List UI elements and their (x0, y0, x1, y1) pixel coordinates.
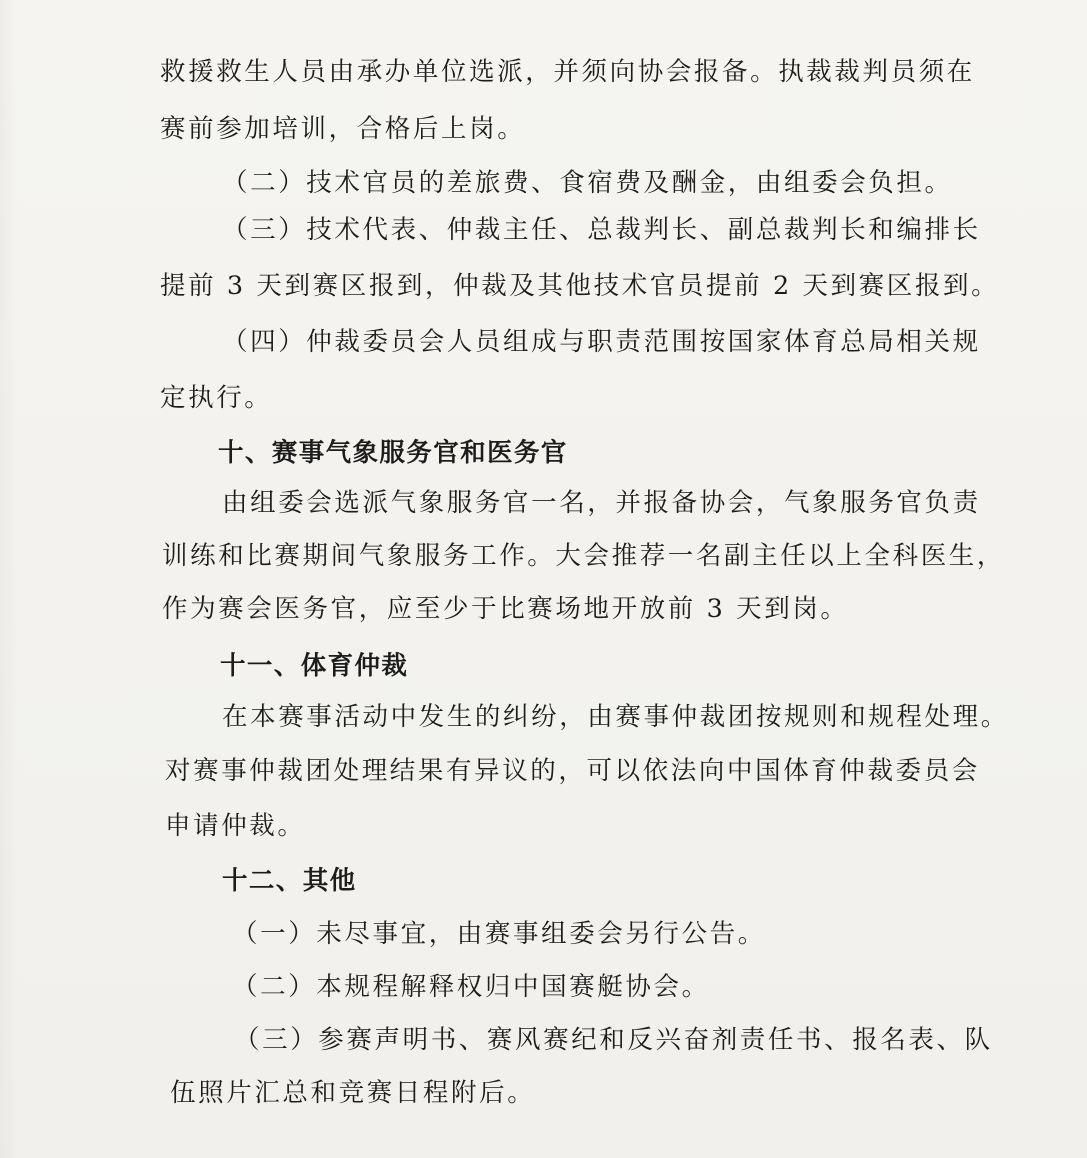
text-line-11: 作为赛会医务官，应至少于比赛场地开放前 3 天到岗。 (162, 594, 849, 624)
text-line-15: 申请仲裁。 (165, 811, 306, 841)
section-heading-11: 十一、体育仲裁 (220, 651, 409, 681)
text-line-14: 对赛事仲裁团处理结果有异议的，可以依法向中国体育仲裁委员会 (165, 756, 980, 786)
text-line-19: （三）参赛声明书、赛风赛纪和反兴奋剂责任书、报名表、队 (234, 1025, 993, 1055)
text-line-10: 训练和比赛期间气象服务工作。大会推荐一名副主任以上全科医生， (162, 541, 1006, 571)
text-line-17: （一）未尽事宜，由赛事组委会另行公告。 (232, 919, 766, 949)
text-line-2: 赛前参加培训，合格后上岗。 (160, 114, 526, 144)
text-line-9: 由组委会选派气象服务官一名，并报备协会，气象服务官负责 (222, 488, 981, 518)
text-line-5: 提前 3 天到赛区报到，仲裁及其他技术官员提前 2 天到赛区报到。 (160, 271, 1000, 301)
text-line-3: （二）技术官员的差旅费、食宿费及酬金，由组委会负担。 (222, 168, 953, 198)
section-heading-10: 十、赛事气象服务官和医务官 (218, 438, 568, 468)
text-line-7: 定执行。 (160, 383, 273, 413)
section-heading-12: 十二、其他 (222, 866, 357, 896)
text-line-18: （二）本规程解释权归中国赛艇协会。 (232, 972, 710, 1002)
text-line-20: 伍照片汇总和竞赛日程附后。 (170, 1078, 536, 1108)
text-line-13: 在本赛事活动中发生的纠纷，由赛事仲裁团按规则和规程处理。 (222, 702, 1009, 732)
text-line-1: 救援救生人员由承办单位选派，并须向协会报备。执裁裁判员须在 (160, 57, 975, 87)
text-line-4: （三）技术代表、仲裁主任、总裁判长、副总裁判长和编排长 (222, 215, 981, 245)
text-line-6: （四）仲裁委员会人员组成与职责范围按国家体育总局相关规 (222, 327, 981, 357)
